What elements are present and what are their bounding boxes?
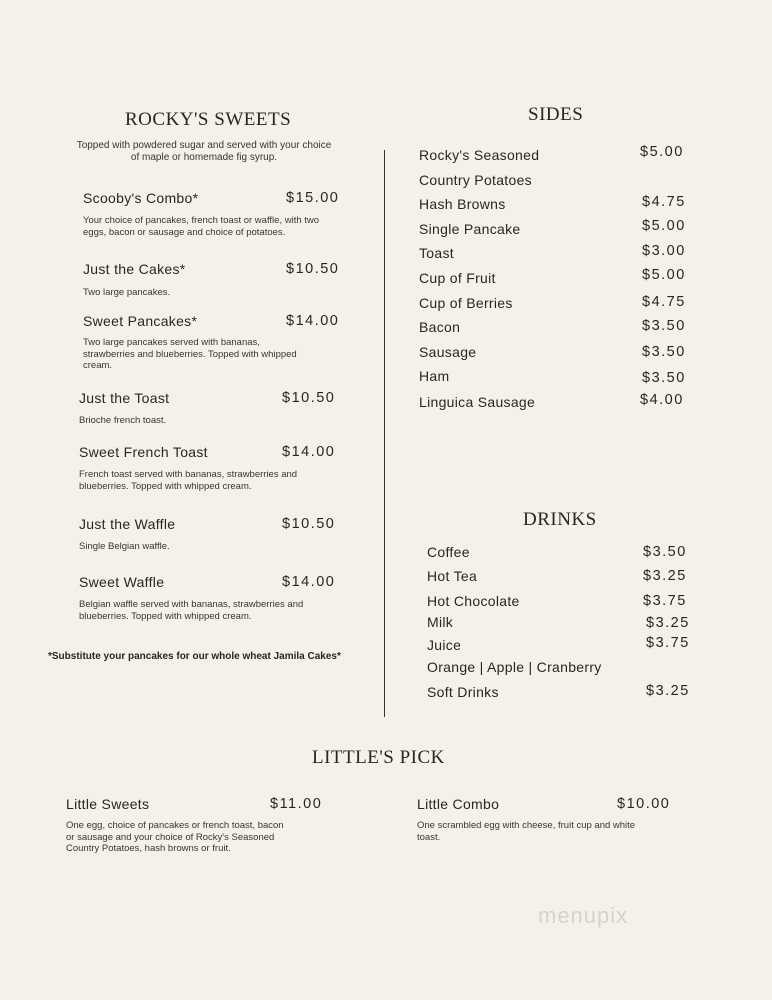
sides-item-name: Single Pancake xyxy=(419,221,521,237)
drinks-item-name: Hot Chocolate xyxy=(427,593,520,609)
sides-item-price: $3.50 xyxy=(642,318,686,334)
sides-item-price: $5.00 xyxy=(640,144,684,160)
drinks-item-price: $3.25 xyxy=(646,683,690,699)
drinks-item-name: Juice xyxy=(427,637,462,653)
sides-item-price: $5.00 xyxy=(642,267,686,283)
sides-item-price: $3.00 xyxy=(642,243,686,259)
drinks-item-name: Orange | Apple | Cranberry xyxy=(427,659,602,675)
sides-item-name: Cup of Berries xyxy=(419,295,513,311)
sides-item-price: $4.75 xyxy=(642,194,686,210)
menu-item-price: $14.00 xyxy=(286,313,340,329)
sides-item-name: Linguica Sausage xyxy=(419,394,536,410)
sides-item-name: Bacon xyxy=(419,319,461,335)
sides-item-name: Cup of Fruit xyxy=(419,270,496,286)
littles-item-name: Little Sweets xyxy=(66,796,150,812)
menu-item-description: Single Belgian waffle. xyxy=(79,541,170,552)
drinks-item-price: $3.75 xyxy=(643,593,687,609)
menu-item-name: Just the Waffle xyxy=(79,516,176,532)
menu-item-price: $10.50 xyxy=(286,261,340,277)
littles-item-name: Little Combo xyxy=(417,796,500,812)
sides-item-price: $3.50 xyxy=(642,370,686,386)
menu-item-name: Scooby's Combo* xyxy=(83,190,199,206)
drinks-item-price: $3.25 xyxy=(643,568,687,584)
menu-item-description: Two large pancakes served with bananas, strawberries and blueberries. Topped with whipped cream. xyxy=(83,337,297,371)
menu-item-description: Belgian waffle served with bananas, strawberries and blueberries. Topped with whipped cream. xyxy=(79,599,304,622)
menu-item-name: Sweet French Toast xyxy=(79,444,208,460)
sides-item-name: Rocky's Seasoned xyxy=(419,147,540,163)
rockys-sweets-heading: ROCKY'S SWEETS xyxy=(125,109,292,130)
sides-item-price: $3.50 xyxy=(642,344,686,360)
littles-item-price: $11.00 xyxy=(270,796,323,812)
menupix-watermark: menupix xyxy=(538,903,629,928)
drinks-item-price: $3.50 xyxy=(643,544,687,560)
sides-item-name: Ham xyxy=(419,368,450,384)
menu-item-name: Sweet Pancakes* xyxy=(83,313,198,329)
drinks-item-name: Coffee xyxy=(427,544,470,560)
sides-item-price: $4.00 xyxy=(640,392,684,408)
sides-item-name: Toast xyxy=(419,245,454,261)
sides-item-name: Sausage xyxy=(419,344,477,360)
drinks-item-price: $3.75 xyxy=(646,635,690,651)
sides-item-name: Country Potatoes xyxy=(419,172,532,188)
substitution-note: *Substitute your pancakes for our whole wheat Jamila Cakes* xyxy=(48,651,341,662)
menu-item-name: Just the Toast xyxy=(79,390,170,406)
menu-item-description: Two large pancakes. xyxy=(83,287,171,298)
drinks-heading: DRINKS xyxy=(523,509,597,530)
menu-item-price: $14.00 xyxy=(282,574,336,590)
menu-item-description: Brioche french toast. xyxy=(79,415,167,426)
sides-item-price: $4.75 xyxy=(642,294,686,310)
menu-item-description: Your choice of pancakes, french toast or waffle, with two eggs, bacon or sausage and choice of potatoes. xyxy=(83,215,320,238)
drinks-item-name: Soft Drinks xyxy=(427,684,499,700)
menu-item-price: $14.00 xyxy=(282,444,336,460)
menu-item-name: Just the Cakes* xyxy=(83,261,186,277)
menu-item-price: $15.00 xyxy=(286,190,340,206)
rockys-sweets-intro: Topped with powdered sugar and served with your choice of maple or homemade fig syrup. xyxy=(76,140,332,163)
littles-item-description: One egg, choice of pancakes or french toast, bacon or sausage and your choice of Rocky's Seasoned Country Potatoes, hash browns or fruit. xyxy=(66,820,284,854)
menu-item-price: $10.50 xyxy=(282,390,336,406)
littles-item-price: $10.00 xyxy=(617,796,671,812)
drinks-item-name: Hot Tea xyxy=(427,568,478,584)
drinks-item-name: Milk xyxy=(427,614,454,630)
littles-pick-heading: LITTLE'S PICK xyxy=(312,747,445,768)
column-divider xyxy=(384,150,385,717)
sides-heading: SIDES xyxy=(528,104,584,125)
sides-item-name: Hash Browns xyxy=(419,196,506,212)
sides-item-price: $5.00 xyxy=(642,218,686,234)
menu-item-price: $10.50 xyxy=(282,516,336,532)
drinks-item-price: $3.25 xyxy=(646,615,690,631)
menu-item-name: Sweet Waffle xyxy=(79,574,165,590)
menu-item-description: French toast served with bananas, strawberries and blueberries. Topped with whipped cream. xyxy=(79,469,298,492)
littles-item-description: One scrambled egg with cheese, fruit cup and white toast. xyxy=(417,820,636,843)
